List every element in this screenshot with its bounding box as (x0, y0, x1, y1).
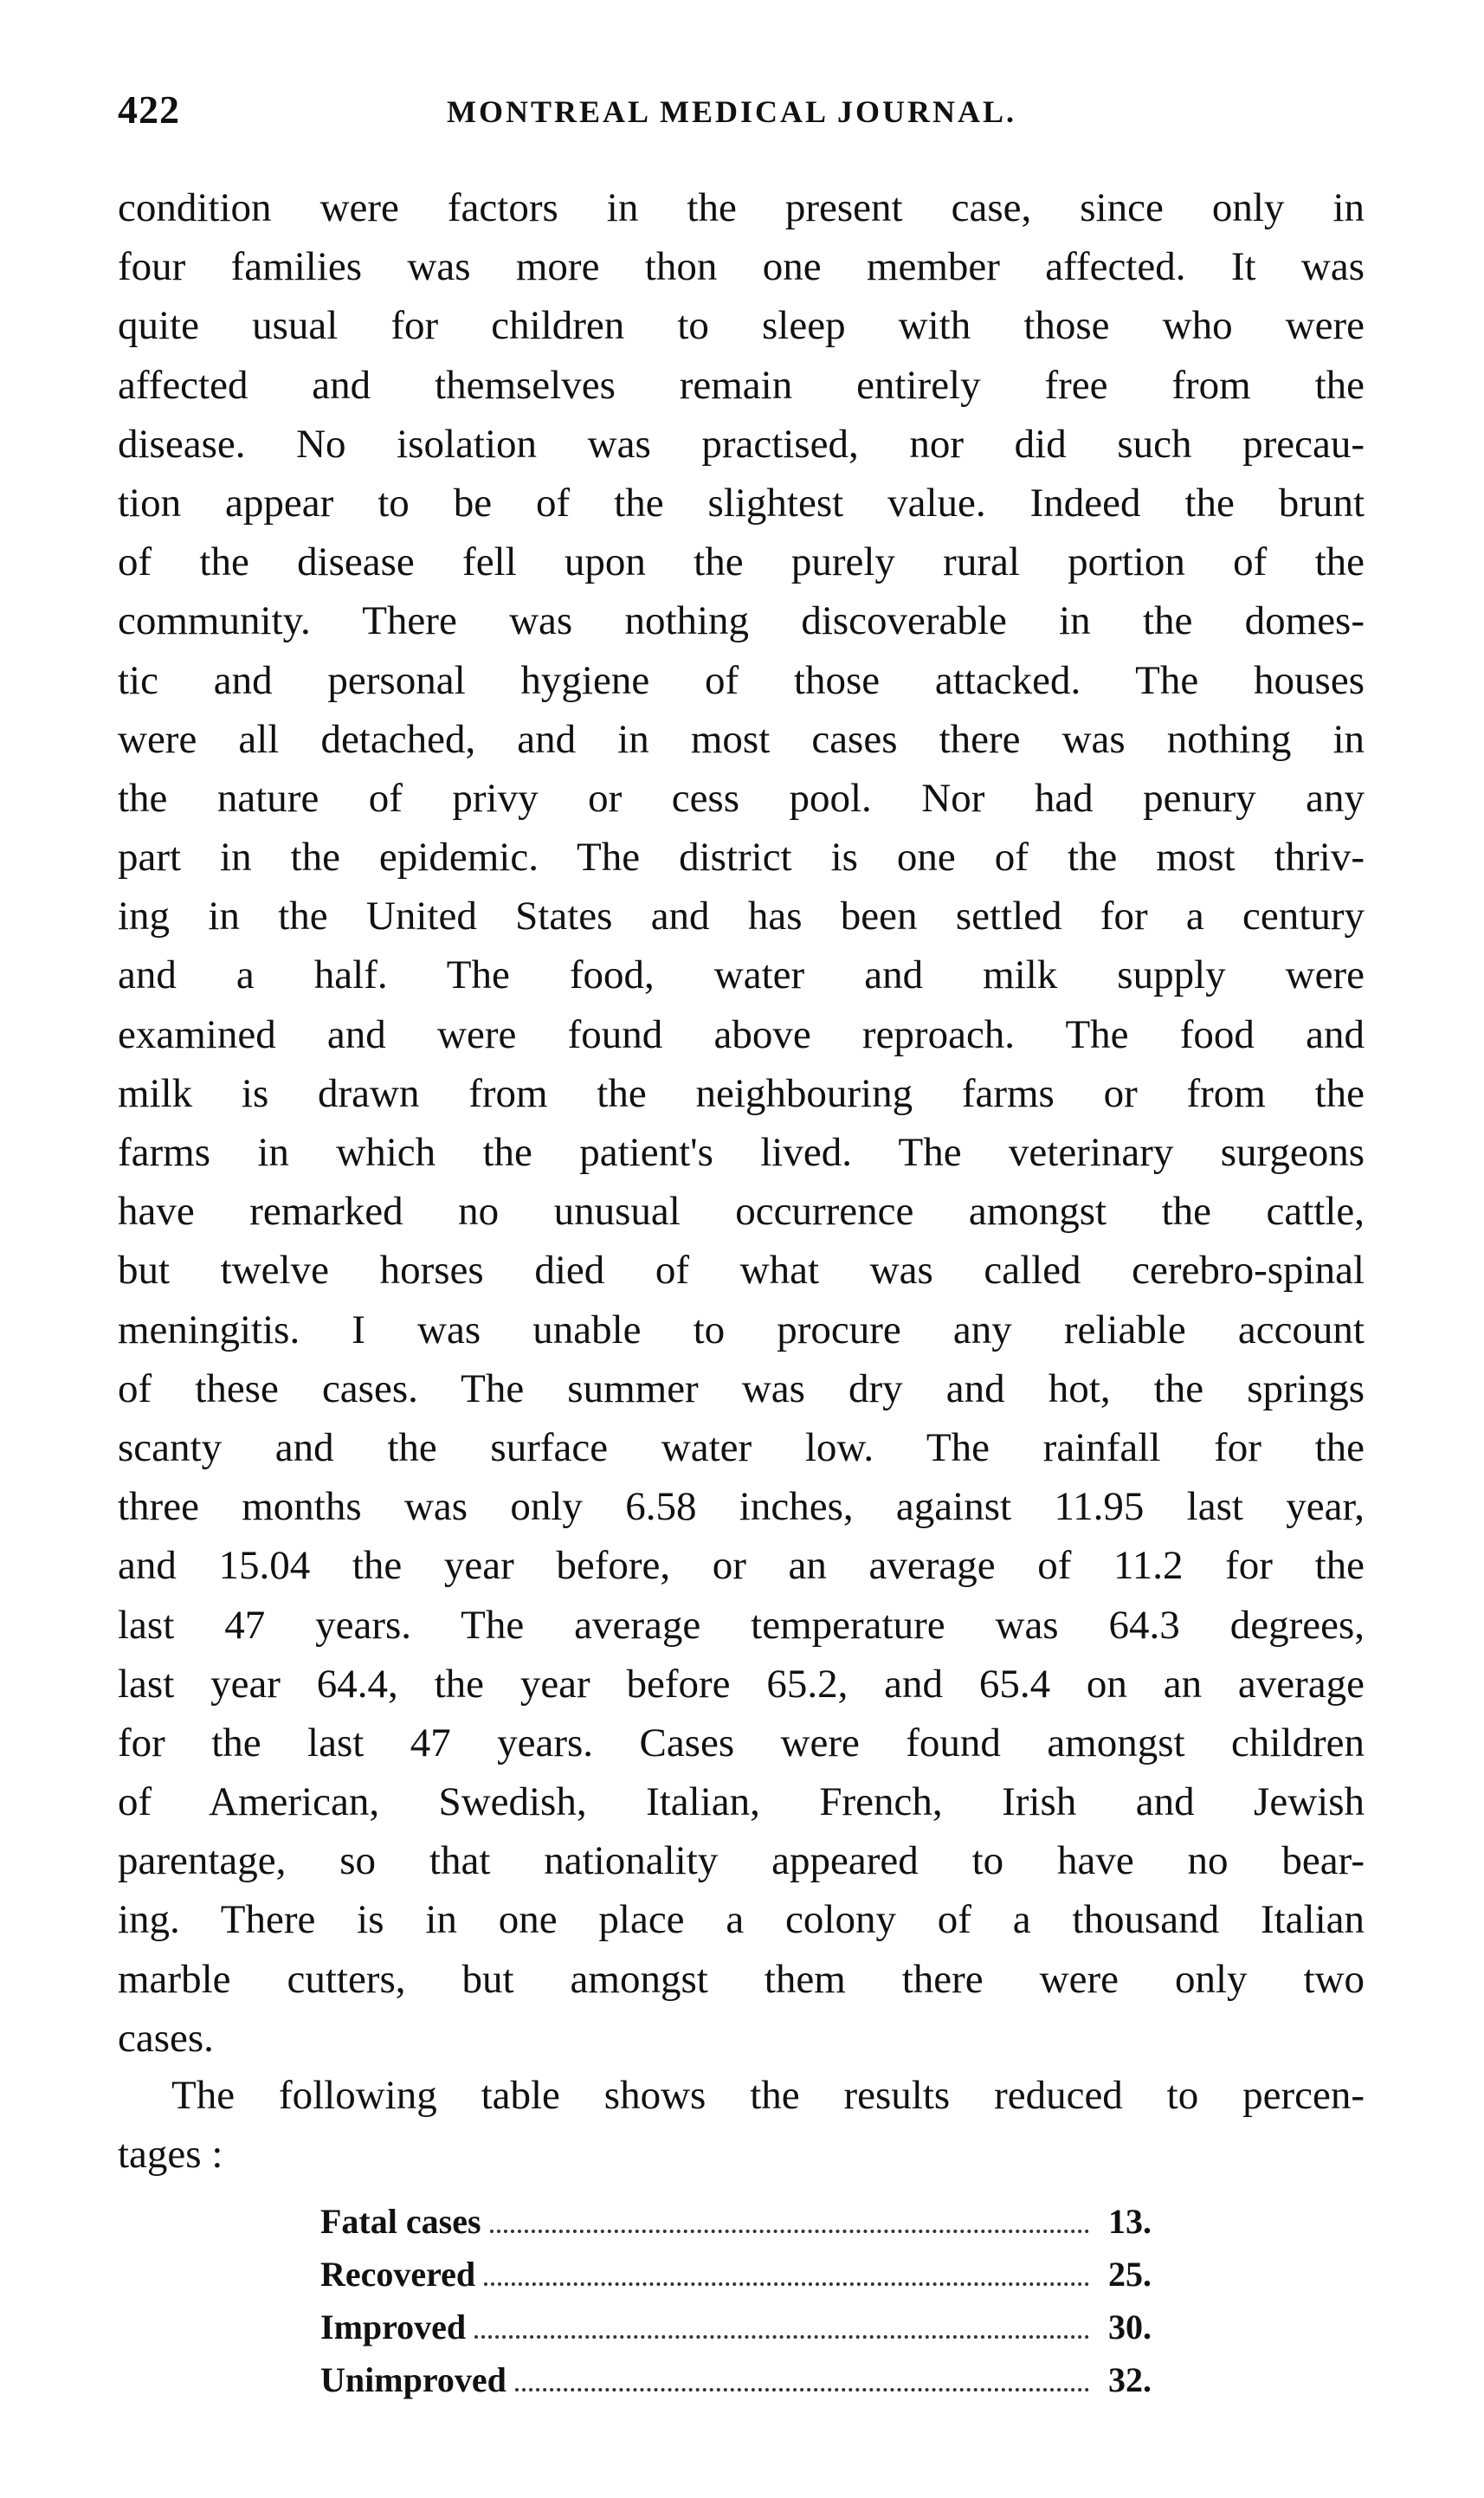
text-line: tion appear to be of the slightest value. Indeed the brunt (118, 480, 1365, 526)
text-line: disease. No isolation was practised, nor did such precau- (118, 421, 1365, 467)
text-line: three months was only 6.58 inches, against 11.95 last year, (118, 1484, 1365, 1530)
text-line: and a half. The food, water and milk supply were (118, 952, 1365, 998)
text-line: tages : (118, 2132, 223, 2178)
results-table (320, 2201, 1169, 2412)
text-line: have remarked no unusual occurrence amongst the cattle, (118, 1189, 1365, 1235)
text-line: scanty and the surface water low. The rainfall for the (118, 1424, 1365, 1470)
text-line: and 15.04 the year before, or an average of 11.2 for the (118, 1543, 1365, 1589)
text-line: ing in the United States and has been settled for a century (118, 894, 1365, 939)
text-line: last year 64.4, the year before 65.2, and 65.4 on an average (118, 1661, 1365, 1707)
table-row (320, 2254, 1169, 2307)
text-line: of the disease fell upon the purely rural portion of the (118, 539, 1365, 585)
row-value: 25. (1108, 2255, 1152, 2294)
text-line: affected and themselves remain entirely free from the (118, 362, 1365, 408)
text-line: ing. There is in one place a colony of a thousand Italian (118, 1897, 1365, 1943)
text-line: for the last 47 years. Cases were found amongst children (118, 1720, 1365, 1765)
row-label: Recovered (320, 2255, 476, 2294)
text-line: marble cutters, but amongst them there were only two (118, 1956, 1365, 2002)
row-label: Unimproved (320, 2360, 506, 2399)
text-line: examined and were found above reproach. The food and (118, 1011, 1365, 1057)
text-line: the nature of privy or cess pool. Nor had penury any (118, 775, 1365, 821)
row-value: 13. (1108, 2202, 1152, 2241)
page-header (118, 87, 1365, 139)
text-line: but twelve horses died of what was called cerebro-spinal (118, 1248, 1365, 1294)
page-number: 422 (118, 87, 180, 132)
text-line: parentage, so that nationality appeared to have no bear- (118, 1838, 1365, 1884)
body-paragraph (118, 178, 1365, 2068)
table-intro-paragraph (118, 2066, 1365, 2184)
text-line: The following table shows the results reduced to percen- (171, 2073, 1365, 2118)
dot-leader (515, 2387, 1089, 2391)
text-line: meningitis. I was unable to procure any reliable account (118, 1307, 1365, 1352)
text-line: farms in which the patient's lived. The veterinary surgeons (118, 1130, 1365, 1175)
text-line: tic and personal hygiene of those attacked. The houses (118, 657, 1365, 703)
table-row (320, 2201, 1169, 2254)
dot-leader (490, 2229, 1089, 2233)
running-head: MONTREAL MEDICAL JOURNAL. (447, 94, 1017, 129)
text-line: of these cases. The summer was dry and hot, the springs (118, 1365, 1365, 1411)
text-line: were all detached, and in most cases there was nothing in (118, 716, 1365, 762)
text-line: last 47 years. The average temperature was 64.3 degrees, (118, 1602, 1365, 1648)
text-line: of American, Swedish, Italian, French, Irish and Jewish (118, 1779, 1365, 1825)
text-line: community. There was nothing discoverable in the domes- (118, 598, 1365, 644)
text-line: quite usual for children to sleep with those who were (118, 303, 1365, 349)
table-row (320, 2359, 1169, 2412)
row-label: Fatal cases (320, 2202, 481, 2241)
row-value: 32. (1108, 2360, 1152, 2399)
text-line: cases. (118, 2015, 214, 2061)
row-value: 30. (1108, 2308, 1152, 2346)
text-line: four families was more thon one member affected. It was (118, 244, 1365, 290)
text-line: part in the epidemic. The district is one of the most thriv- (118, 835, 1365, 881)
text-line: condition were factors in the present case, since only in (118, 185, 1365, 230)
dot-leader (484, 2282, 1089, 2286)
dot-leader (474, 2334, 1089, 2339)
table-row (320, 2307, 1169, 2359)
row-label: Improved (320, 2308, 467, 2346)
text-line: milk is drawn from the neighbouring farms or from the (118, 1070, 1365, 1116)
